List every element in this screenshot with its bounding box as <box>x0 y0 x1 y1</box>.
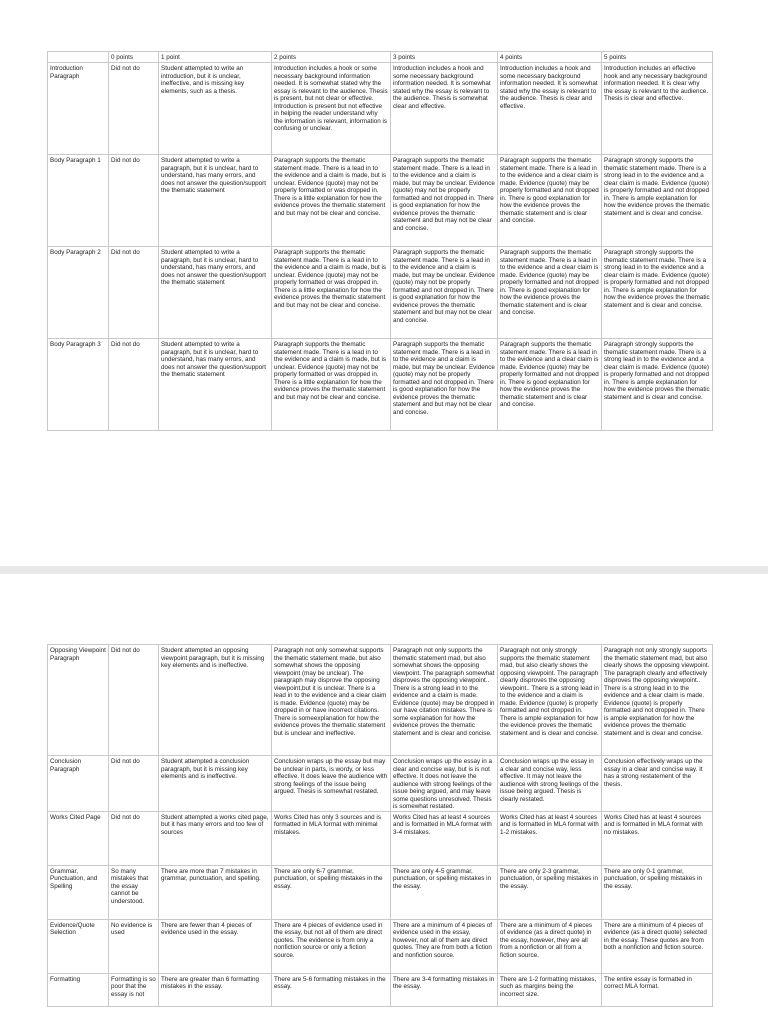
header-cell: 2 points <box>272 52 391 63</box>
table-row <box>48 919 713 973</box>
criterion-cell: Works Cited Page <box>48 811 109 865</box>
score-cell: Works Cited has at least 4 sources and is formatted in MLA format with 1-2 mistakes. <box>498 811 602 865</box>
score-cell: Paragraph strongly supports the thematic statement made. There is a strong lead in to the evidence and a clear claim is made. Evidence (quote) is properly formatted and not dropped in. There is ample explanation for how the evidence proves the thematic statement and is clear and concise. <box>602 339 713 431</box>
score-cell: There are 5-6 formatting mistakes in the essay. <box>272 973 391 1006</box>
score-cell: Introduction includes a hook or some necessary background information needed. It is somewhat stated why the essay is relevant to the audience. Thesis is present, but not clear or effective. Introduction is present but not effective in helping the reader understand why the information is relevant, information is confusing or unclear. <box>272 63 391 155</box>
criterion-cell: Body Paragraph 3 <box>48 339 109 431</box>
score-cell: Introduction includes an effective hook and any necessary background information needed. It is clear why the essay is relevant to the audience. Thesis is clear and effective. <box>602 63 713 155</box>
header-cell <box>48 52 109 63</box>
rubric-table-page-2 <box>47 644 713 1007</box>
score-cell: Introduction includes a hook and some necessary background information needed. It is somewhat stated why the essay is relevant to the audience. Thesis is clear and effective. <box>498 63 602 155</box>
score-cell: Conclusion wraps up the essay but may be unclear in parts, is wordy, or less effective. It does leave the audience with strong feelings of the issue being argued. Thesis is somewhat restated. <box>272 756 391 812</box>
table-row <box>48 865 713 919</box>
rubric-page-2 <box>0 574 768 1024</box>
score-cell: Paragraph supports the thematic statement made. There is a lead in to the evidence and a clear claim is made. Evidence (quote) may be properly formatted and not dropped in. There is good explanation for how the evidence proves the thematic statement and is clear and concise. <box>498 247 602 339</box>
rubric-table-page-1 <box>47 51 713 431</box>
score-cell: Student attempted a conclusion paragraph, but it is missing key elements and is ineffective. <box>159 756 272 812</box>
score-cell: Did not do <box>109 339 159 431</box>
table-row <box>48 645 713 756</box>
score-cell: Paragraph supports the thematic statement made. There is a lead in to the evidence and a clear claim is made. Evidence (quote) may be properly formatted and not dropped in. There is good explanation for how the evidence proves the thematic statement and is clear and concise. <box>498 155 602 247</box>
header-cell: 4 points <box>498 52 602 63</box>
score-cell: Works Cited has only 3 sources and is formatted in MLA format with minimal mistakes. <box>272 811 391 865</box>
score-cell: Conclusion effectively wraps up the essay in a clear and concise way. It has a strong restatement of the thesis. <box>602 756 713 812</box>
score-cell: Paragraph supports the thematic statement made. There is a lead in to the evidence and a clear claim is made. Evidence (quote) may be properly formatted and not dropped in. There is good explanation for how the evidence proves the thematic statement and is clear and concise. <box>498 339 602 431</box>
score-cell: Paragraph not only strongly supports the thematic statement mad, but also clearly shows the opposing viewpoint. The paragraph clearly and effectively disproves the opposing viewpoint.. There is a strong lead in to the evidence and a clear claim is made. Evidence (quote) is properly formatted and not dropped in. There is ample explanation for how the evidence proves the thematic statement and is clear and concise. <box>602 645 713 756</box>
score-cell: There are only 0-1 grammar, punctuation, or spelling mistakes in the essay. <box>602 865 713 919</box>
criterion-cell: Introduction Paragraph <box>48 63 109 155</box>
score-cell: Paragraph not only supports the thematic statement mad, but also somewhat shows the opposing viewpoint. The paragraph somewhat disproves the opposing viewpoint.. There is a strong lead in to the evidence and a claim is made. Evidence (quote) may be dropped in our have citation mistakes. There is some explanation for how the evidence proves the thematic statement and is clear and concise. <box>391 645 498 756</box>
score-cell: There are fewer than 4 pieces of evidence used in the essay. <box>159 919 272 973</box>
criterion-cell: Body Paragraph 1 <box>48 155 109 247</box>
score-cell: Did not do <box>109 811 159 865</box>
score-cell: Paragraph supports the thematic statement made. There is a lead in to the evidence and a claim is made, but may be unclear. Evidence (quote) may not be properly formatted and not dropped in. There is good explanation for how the evidence proves the thematic statement and but may not be clear and concise. <box>391 339 498 431</box>
score-cell: Works Cited has at least 4 sources and is formatted in MLA format with no mistakes. <box>602 811 713 865</box>
criterion-cell: Body Paragraph 2 <box>48 247 109 339</box>
score-cell: There are a minimum of 4 pieces of evidence (as a direct quote) selected in the essay. These quotes are from both a nonfiction and fiction source. <box>602 919 713 973</box>
score-cell: There are only 6-7 grammar, punctuation, or spelling mistakes in the essay. <box>272 865 391 919</box>
score-cell: There are a minimum of 4 pieces of evidence used in the essay, however, not all of them are direct quotes. They are from both a fiction and nonfiction source. <box>391 919 498 973</box>
score-cell: Introduction includes a hook and some necessary background information needed. It is somewhat stated why the essay is relevant to the audience. Thesis is somewhat clear and effective. <box>391 63 498 155</box>
score-cell: Paragraph supports the thematic statement made. There is a lead in to the evidence and a claim is made, but is unclear. Evidence (quote) may not be properly formatted or was dropped in. There is a little explanation for how the evidence proves the thematic statement and but may not be clear and concise. <box>272 339 391 431</box>
score-cell: Did not do <box>109 155 159 247</box>
score-cell: Paragraph strongly supports the thematic statement made. There is a strong lead in to the evidence and a clear claim is made. Evidence (quote) is properly formatted and not dropped in. There is ample explanation for how the evidence proves the thematic statement and is clear and concise. <box>602 155 713 247</box>
score-cell: There are more than 7 mistakes in grammar, punctuation, and spelling. <box>159 865 272 919</box>
score-cell: There are a minimum of 4 pieces of evidence (as a direct quote) in the essay, however, they are all from a nonfiction or all from a fiction source. <box>498 919 602 973</box>
score-cell: There are greater than 6 formatting mistakes in the essay. <box>159 973 272 1006</box>
score-cell: There are only 2-3 grammar, punctuation, or spelling mistakes in the essay. <box>498 865 602 919</box>
score-cell: Works Cited has at least 4 sources and is formatted in MLA format with 3-4 mistakes. <box>391 811 498 865</box>
score-cell: The entire essay is formatted in correct MLA format. <box>602 973 713 1006</box>
criterion-cell: Grammar, Punctuation, and Spelling <box>48 865 109 919</box>
score-cell: Conclusion wraps up the essay in a clear and concise way, less effective. It may not leave the audience with strong feelings of the issue being argued. Thesis is clearly restated. <box>498 756 602 812</box>
score-cell: Conclusion wraps up the essay in a clear and concise way, but is is not effective. It does not leave the audience with strong feelings of the issue being argued, and may leave some questions unresolved. Thesis is somewhat restated. <box>391 756 498 812</box>
header-cell: 1 point <box>159 52 272 63</box>
score-cell: Student attempted to write a paragraph, but it is unclear, hard to understand, has many errors, and does not answer the question/support the thematic statement <box>159 339 272 431</box>
criterion-cell: Evidence/Quote Selection <box>48 919 109 973</box>
table-row <box>48 811 713 865</box>
score-cell: Did not do <box>109 63 159 155</box>
score-cell: Paragraph not only strongly supports the thematic statement mad, but also clearly shows the opposing viewpoint. The paragraph clearly disproves the opposing viewpoint.. There is a strong lead in to the evidence and a claim is made. Evidence (quote) is properly formatted and not dropped in. There is ample explanation for how the evidence proves the thematic statement and is clear and concise. <box>498 645 602 756</box>
table-row <box>48 247 713 339</box>
score-cell: Paragraph supports the thematic statement made. There is a lead in to the evidence and a claim is made, but may be unclear. Evidence (quote) may not be properly formatted and not dropped in. There is good explanation for how the evidence proves the thematic statement and but may not be clear and concise. <box>391 247 498 339</box>
score-cell: There are 3-4 formatting mistakes in the essay. <box>391 973 498 1006</box>
score-cell: Paragraph supports the thematic statement made. There is a lead in to the evidence and a claim is made, but is unclear. Evidence (quote) may not be properly formatted or was dropped in. There is a little explanation for how the evidence proves the thematic statement and but may not be clear and concise. <box>272 247 391 339</box>
table-row <box>48 339 713 431</box>
table-row <box>48 155 713 247</box>
criterion-cell: Conclusion Paragraph <box>48 756 109 812</box>
score-cell: Paragraph supports the thematic statement made. There is a lead in to the evidence and a claim is made, but is unclear. Evidence (quote) may not be properly formatted or was dropped in. There is a little explanation for how the evidence proves the thematic statement and but may not be clear and concise. <box>272 155 391 247</box>
score-cell: There are only 4-5 grammar, punctuation, or spelling mistakes in the essay. <box>391 865 498 919</box>
criterion-cell: Opposing Viewpoint Paragraph <box>48 645 109 756</box>
score-cell: Did not do <box>109 247 159 339</box>
header-cell: 0 points <box>109 52 159 63</box>
score-cell: Paragraph supports the thematic statement made. There is a lead in to the evidence and a claim is made, but may be unclear. Evidence (quote) may not be properly formatted and not dropped in. There is good explanation for how the evidence proves the thematic statement and but may not be clear and concise. <box>391 155 498 247</box>
header-row <box>48 52 713 63</box>
score-cell: So many mistakes that the essay cannot be understood. <box>109 865 159 919</box>
score-cell: Student attempted a works cited page, but it has many errors and too few of sources <box>159 811 272 865</box>
score-cell: There are 4 pieces of evidence used in the essay, but not all of them are direct quotes. The evidence is from only a nonfiction source or only a fiction source. <box>272 919 391 973</box>
score-cell: Did not do <box>109 645 159 756</box>
score-cell: Student attempted to write an introduction, but it is unclear, ineffective, and is missing key elements, such as a thesis. <box>159 63 272 155</box>
score-cell: Did not do <box>109 756 159 812</box>
score-cell: Paragraph strongly supports the thematic statement made. There is a strong lead in to the evidence and a clear claim is made. Evidence (quote) is properly formatted and not dropped in. There is ample explanation for how the evidence proves the thematic statement and is clear and concise. <box>602 247 713 339</box>
score-cell: Paragraph not only somewhat supports the thematic statement made, but also somewhat shows the opposing viewpoint (may be unclear). The paragraph may disprove the opposing viewpoint,but it is unclear. There is a lead in to the evidence and a clear claim is made. Evidence (quote) may be dropped in or have incorrect citations. There is someexplanation for how the evidence proves the thematic statement but is unclear and ineffective. <box>272 645 391 756</box>
header-cell: 3 points <box>391 52 498 63</box>
table-row <box>48 756 713 812</box>
score-cell: There are 1-2 formatting mistakes, such as margins being the incorrect size. <box>498 973 602 1006</box>
table-row <box>48 973 713 1006</box>
criterion-cell: Formatting <box>48 973 109 1006</box>
header-cell: 5 points <box>602 52 713 63</box>
score-cell: Formatting is so poor that the essay is not <box>109 973 159 1006</box>
score-cell: Student attempted to write a paragraph, but it is unclear, hard to understand, has many errors, and does not answer the question/support the thematic statement <box>159 247 272 339</box>
table-row <box>48 63 713 155</box>
score-cell: Student attempted to write a paragraph, but it is unclear, hard to understand, has many errors, and does not answer the question/support the thematic statement <box>159 155 272 247</box>
score-cell: No evidence is used <box>109 919 159 973</box>
score-cell: Student attempted an opposing viewpoint paragraph, but it is missing key elements and is ineffective. <box>159 645 272 756</box>
